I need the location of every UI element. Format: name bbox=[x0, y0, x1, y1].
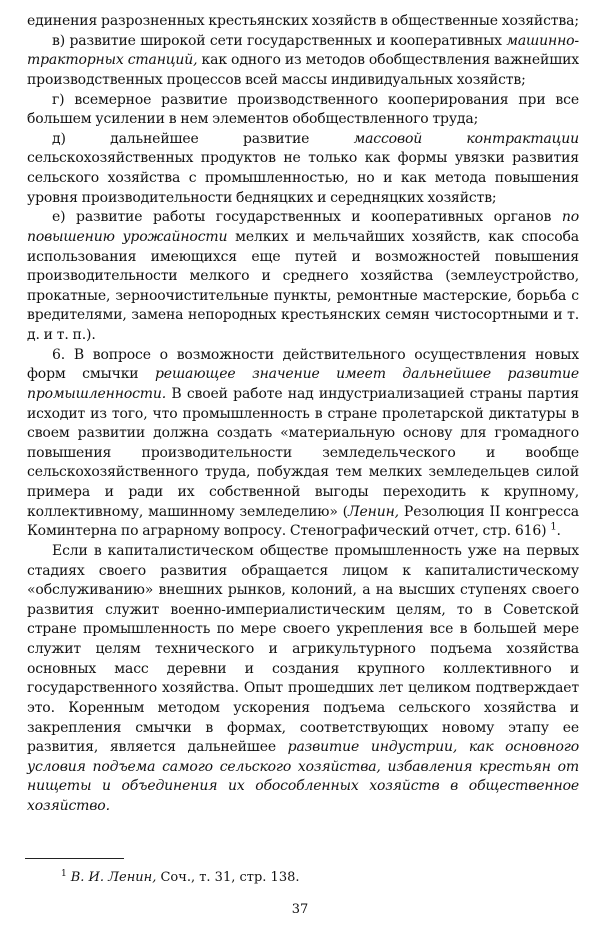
text-run: единения разрозненных крестьянских хозяйств в общественные хозяйства; bbox=[27, 13, 579, 29]
text-run: 6. В вопросе о возможности действительного осуществления новых форм смычки bbox=[27, 346, 579, 383]
page-number: 37 bbox=[291, 902, 309, 917]
text-run: . bbox=[556, 523, 561, 540]
text-run: е) развитие работы государственных и кооперативных органов bbox=[52, 209, 562, 226]
text-run: мелких и мельчайших хозяйств, как способа использования имеющихся еще путей и возможностей повышения производительности мелкого и среднего хозяйства (землеустройство, прокатные, зерноочистительные пункты, ремонтные мастерские, борьба с вредителями, замена непородных крестьянских семян чистосортными и т. д. и т. п.). bbox=[27, 228, 579, 343]
paragraph bbox=[27, 130, 579, 209]
text-run: д) дальнейшее развитие bbox=[52, 130, 354, 147]
paragraph bbox=[27, 91, 579, 130]
paragraph bbox=[27, 12, 579, 32]
text-run: В своей работе над индустриализацией страны партия исходит из того, что промышленность в стране пролетарской диктатуры в своем развитии должна создать «материальную основу для громадного повышения производительности земледельческого и вообще сельскохозяйственного труда, побуждая тем мелких земледельцев силой примера и ради их собственной выгоды переходить к крупному, коллективному, машинному земледелию» ( bbox=[27, 385, 579, 520]
emphasis-text: развитие индустрии, как основного условия подъема самого сельского хозяйства, избавления крестьян от нищеты и объединения их обособленных хозяйств в общественное хозяйство. bbox=[27, 739, 579, 814]
emphasis-text: машинно-тракторных станций, bbox=[27, 32, 579, 69]
emphasis-text: В. И. Ленин, bbox=[70, 870, 157, 885]
paragraph bbox=[27, 208, 579, 345]
body-text bbox=[27, 12, 579, 817]
footnote-marker: 1 bbox=[61, 868, 67, 879]
emphasis-text: массовой контрактации bbox=[353, 130, 579, 147]
paragraph bbox=[27, 542, 579, 817]
text-run: Резолюция II конгресса Коминтерна по аграрному вопросу. Стенографический отчет, стр. 616) bbox=[27, 503, 579, 540]
text-run: сельскохозяйственных продуктов не только как формы увязки развития сельского хозяйства с промышленностью, но и как метода повышения уровня производительности бедняцких и середняцких хозяйств; bbox=[27, 150, 579, 206]
paragraph bbox=[27, 346, 579, 542]
footnote bbox=[61, 870, 300, 886]
text-run: в) развитие широкой сети государственных и кооперативных bbox=[52, 32, 507, 49]
emphasis-text: Ленин, bbox=[348, 503, 399, 520]
text-run: г) всемерное развитие производственного кооперирования при все большем усилении в нем элементов обобществленного труда; bbox=[27, 91, 579, 128]
paragraph bbox=[27, 32, 579, 91]
text-run: как одного из методов обобществления важнейших производственных процессов всей массы индивидуальных хозяйств; bbox=[27, 52, 579, 88]
footnote-reference: 1 bbox=[550, 521, 557, 533]
emphasis-text: решающее значение имеет дальнейшее развитие промышленности. bbox=[27, 366, 579, 402]
text-run: Если в капиталистическом обществе промышленность уже на первых стадиях своего развития обращается лицом к капиталистическому «обслуживанию» внешних рынков, колоний, а на высших ступенях своего развития служит военно-империалистическим целям, то в Советской стране промышленность по мере своего укрепления все в большей мере служит целям технического и агрикультурного подъема хозяйства основных масс деревни и создания крупного коллективного и государственного хозяйства. Опыт прошедших лет целиком подтверждает это. Коренным методом ускорения подъема сельского хозяйства и закрепления смычки в формах, соответствующих новому этапу ее развития, является дальнейшее bbox=[27, 542, 579, 756]
text-run: Соч., т. 31, стр. 138. bbox=[156, 870, 300, 885]
emphasis-text: по повышению урожайности bbox=[27, 209, 579, 245]
footnote-text bbox=[71, 870, 300, 885]
footnote-divider bbox=[25, 858, 124, 859]
